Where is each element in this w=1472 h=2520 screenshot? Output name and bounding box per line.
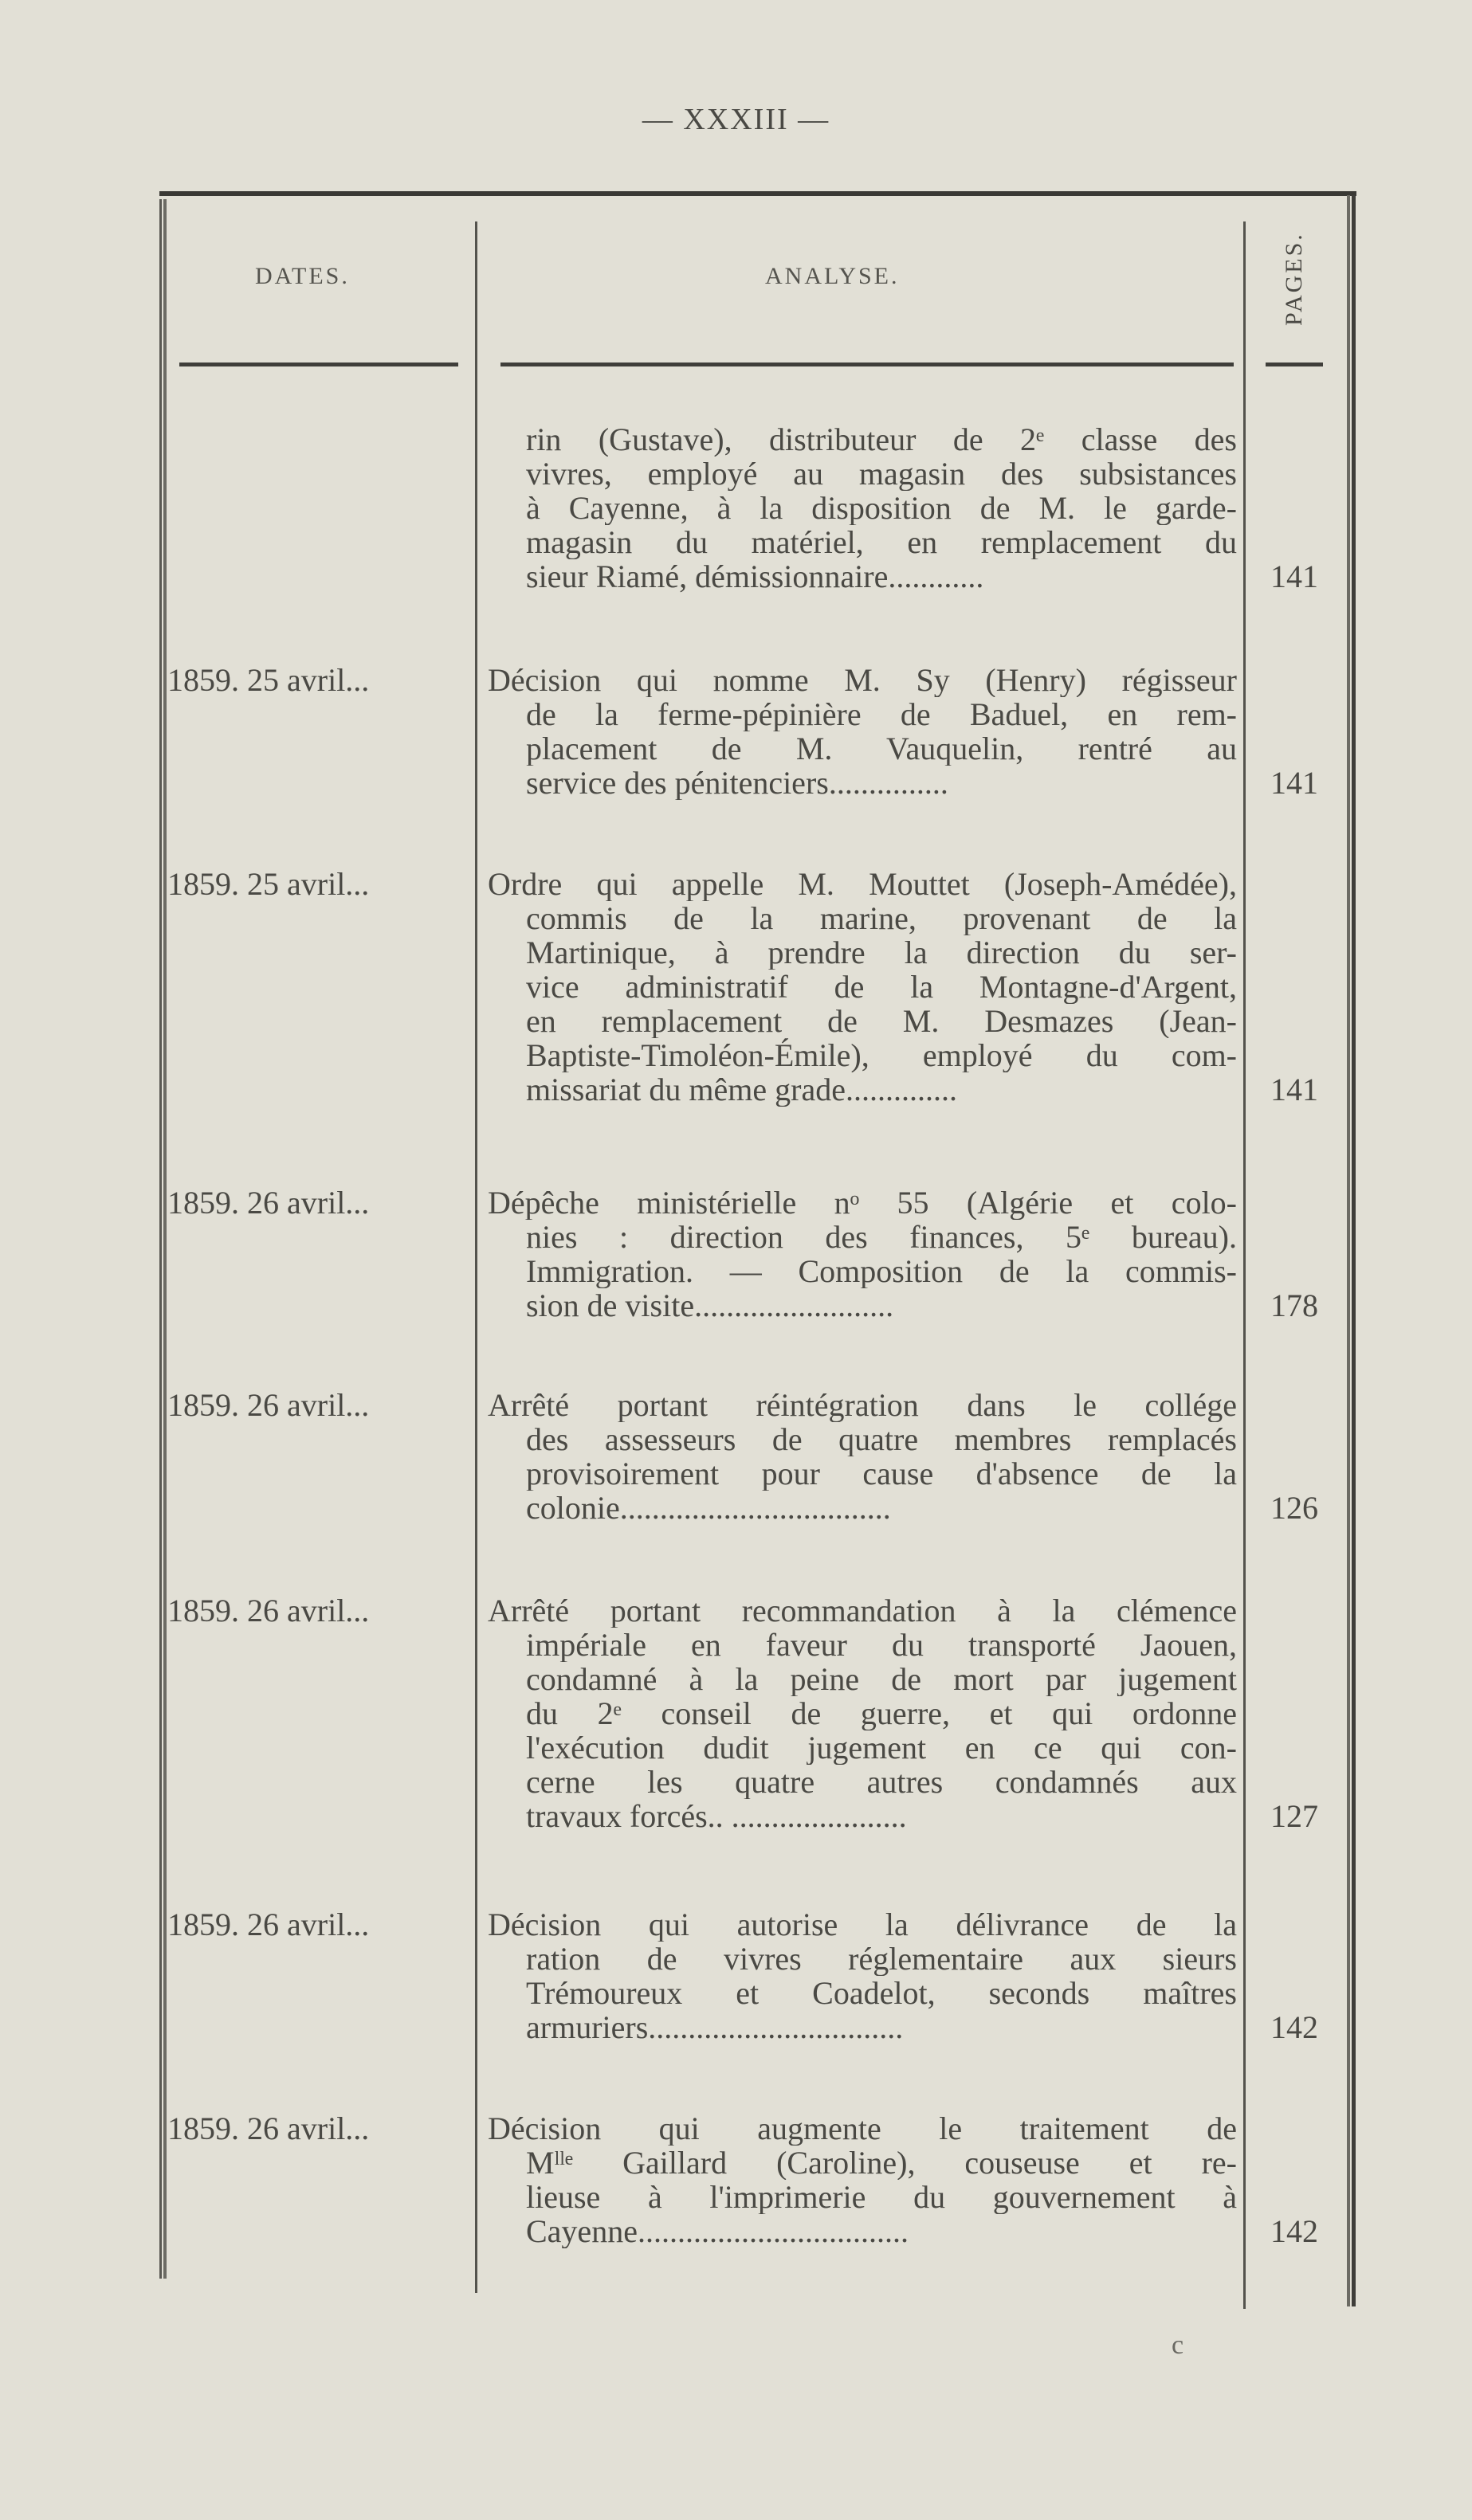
column-header-dates: DATES. (255, 263, 350, 289)
analysis-line: ration de vivres réglementaire aux sieurs (526, 1942, 1237, 1976)
analysis-line: Dépêche ministérielle nᵒ 55 (Algérie et colo- (488, 1186, 1237, 1220)
analysis-line: impériale en faveur du transporté Jaouen, (526, 1628, 1237, 1662)
page-header: — XXXIII — (642, 103, 830, 136)
entry-page-number: 178 (1270, 1287, 1318, 1323)
entry-analysis (488, 1907, 1237, 2044)
analysis-line: sieur Riamé, démissionnaire............ (526, 559, 984, 594)
column-divider-dates (475, 221, 477, 2293)
analysis-line: Arrêté portant réintégration dans le collége (488, 1388, 1237, 1422)
analysis-line: placement de M. Vauquelin, rentré au (526, 731, 1237, 766)
entry-analysis (488, 867, 1237, 1107)
analysis-line: provisoirement pour cause d'absence de la (526, 1456, 1237, 1491)
analysis-line: Immigration. — Composition de la commis- (526, 1254, 1237, 1288)
analysis-line: vice administratif de la Montagne-d'Argent, (526, 970, 1237, 1004)
analysis-line: cerne les quatre autres condamnés aux (526, 1765, 1237, 1799)
analysis-line: service des pénitenciers............... (526, 766, 948, 800)
entry-date: 1859. 26 avril... (167, 1185, 370, 1221)
entry-page-number: 141 (1270, 1072, 1318, 1107)
analysis-line: Décision qui augmente le traitement de (488, 2111, 1237, 2146)
analysis-line: commis de la marine, provenant de la (526, 901, 1237, 935)
entry-date: 1859. 25 avril... (167, 662, 370, 698)
entry-page-number: 142 (1270, 2213, 1318, 2249)
entry-analysis (488, 1186, 1237, 1323)
entry-analysis (488, 663, 1237, 800)
analysis-line: en remplacement de M. Desmazes (Jean- (526, 1004, 1237, 1038)
header-rule-dates (179, 363, 458, 366)
analysis-line: nies : direction des finances, 5ᵉ bureau). (526, 1220, 1237, 1254)
analysis-line: du 2ᵉ conseil de guerre, et qui ordonne (526, 1696, 1237, 1730)
column-header-analyse: ANALYSE. (765, 263, 900, 289)
header-rule-analyse (500, 363, 1234, 366)
analysis-line: des assesseurs de quatre membres remplacés (526, 1422, 1237, 1456)
entry-analysis (488, 422, 1237, 594)
analysis-line: Décision qui nomme M. Sy (Henry) régisseur (488, 663, 1237, 697)
column-header-pages: PAGES. (1281, 232, 1307, 326)
entry-date: 1859. 26 avril... (167, 1593, 370, 1628)
table-border-left (159, 199, 167, 2279)
analysis-line: missariat du même grade.............. (526, 1072, 957, 1107)
analysis-line: rin (Gustave), distributeur de 2ᵉ classe des (526, 422, 1237, 457)
entry-analysis (488, 1388, 1237, 1525)
entry-page-number: 126 (1270, 1490, 1318, 1526)
analysis-line: travaux forcés.. ...................... (526, 1799, 907, 1833)
analysis-line: Trémoureux et Coadelot, seconds maîtres (526, 1976, 1237, 2010)
analysis-line: Ordre qui appelle M. Mouttet (Joseph-Amédée), (488, 867, 1237, 901)
entry-date: 1859. 26 avril... (167, 1907, 370, 1942)
analysis-line: de la ferme-pépinière de Baduel, en rem- (526, 697, 1237, 731)
entry-analysis (488, 1593, 1237, 1833)
analysis-line: Cayenne.................................. (526, 2214, 909, 2248)
entry-page-number: 142 (1270, 2009, 1318, 2045)
analysis-line: armuriers................................ (526, 2010, 904, 2044)
analysis-line: colonie.................................. (526, 1491, 891, 1525)
entry-date: 1859. 26 avril... (167, 2110, 370, 2146)
analysis-line: Martinique, à prendre la direction du ser- (526, 935, 1237, 970)
header-rule-pages (1266, 363, 1323, 366)
analysis-line: Mˡˡᵉ Gaillard (Caroline), couseuse et re- (526, 2146, 1237, 2180)
column-divider-pages (1243, 221, 1246, 2309)
signature-mark: c (1172, 2330, 1184, 2360)
analysis-line: lieuse à l'imprimerie du gouvernement à (526, 2180, 1237, 2214)
entry-analysis (488, 2111, 1237, 2248)
analysis-line: magasin du matériel, en remplacement du (526, 525, 1237, 559)
analysis-line: Arrêté portant recommandation à la clémence (488, 1593, 1237, 1628)
analysis-line: l'exécution dudit jugement en ce qui con- (526, 1730, 1237, 1765)
analysis-line: Décision qui autorise la délivrance de la (488, 1907, 1237, 1942)
analysis-line: condamné à la peine de mort par jugement (526, 1662, 1237, 1696)
table-border-right (1347, 195, 1356, 2306)
analysis-line: sion de visite......................... (526, 1288, 894, 1323)
analysis-line: à Cayenne, à la disposition de M. le garde- (526, 491, 1237, 525)
entry-page-number: 141 (1270, 765, 1318, 801)
analysis-line: Baptiste-Timoléon-Émile), employé du com- (526, 1038, 1237, 1072)
entry-page-number: 141 (1270, 558, 1318, 594)
entry-date: 1859. 25 avril... (167, 866, 370, 902)
entry-page-number: 127 (1270, 1798, 1318, 1834)
entry-date: 1859. 26 avril... (167, 1387, 370, 1423)
analysis-line: vivres, employé au magasin des subsistances (526, 457, 1237, 491)
